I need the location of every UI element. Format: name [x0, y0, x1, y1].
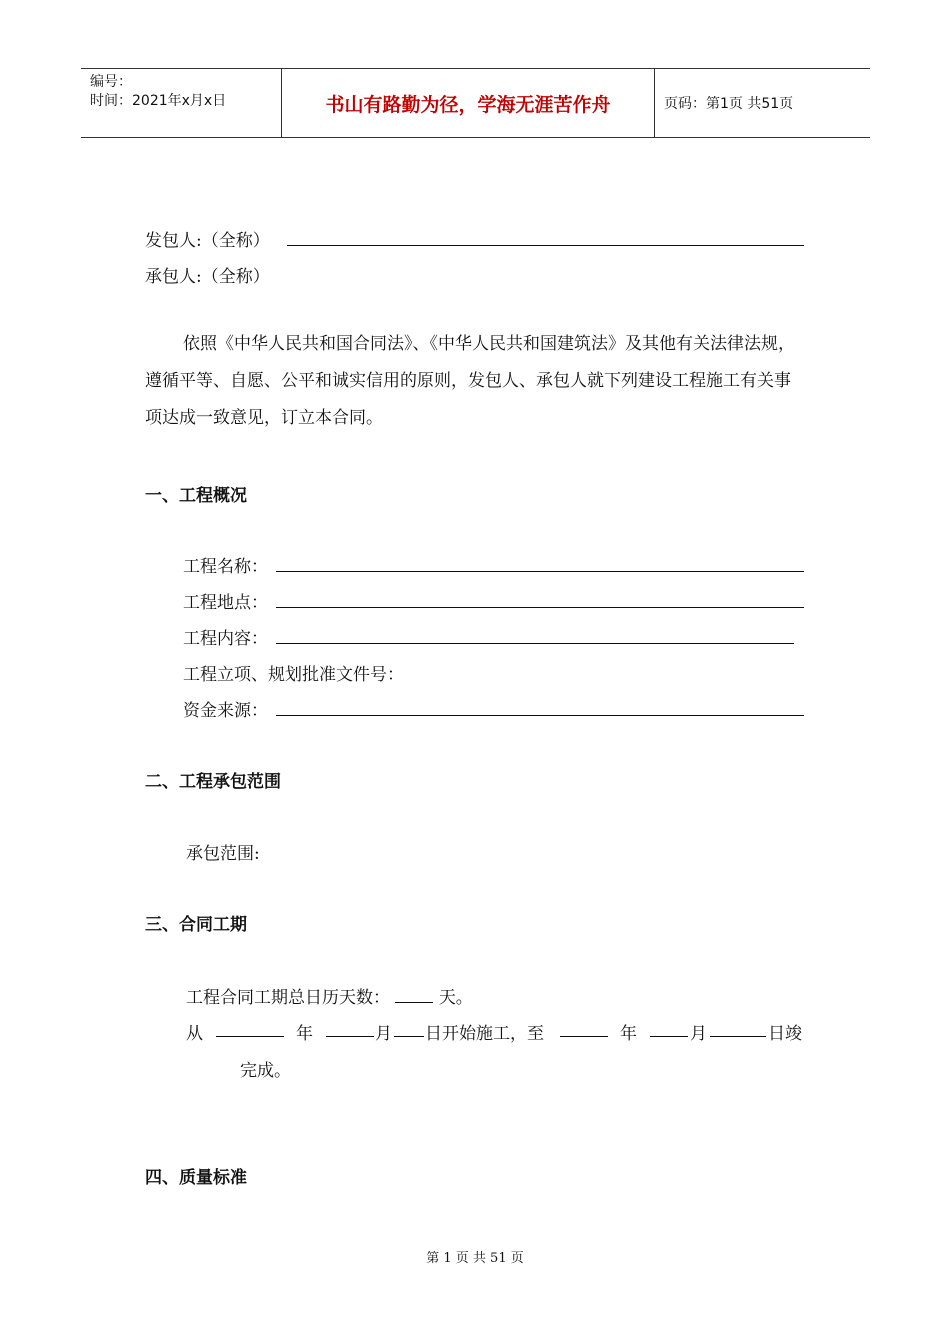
contractor-label: 承包人:（全称） — [145, 267, 270, 287]
header-motto: 书山有路勤为径，学海无涯苦作舟 — [325, 93, 611, 116]
project-location-label: 工程地点： — [183, 593, 268, 613]
schedule-line — [0, 1019, 950, 1043]
intro-paragraph: 依照《中华人民共和国合同法》、《中华人民共和国建筑法》及其他有关法律法规，遵循平等、自愿、公平和诚实信用的原则，发包人、承包人就下列建设工程施工有关事项达成一致意见，订立本合同。 — [145, 334, 795, 428]
start-day-blank[interactable] — [394, 1021, 424, 1037]
end-label: 日竣 — [768, 1024, 802, 1044]
header-divider — [654, 69, 655, 137]
document-date: 时间：2021年x月x日 — [90, 93, 227, 109]
month-label: 月 — [375, 1024, 392, 1044]
fund-source-blank[interactable] — [276, 700, 804, 716]
start-year-blank[interactable] — [216, 1021, 284, 1037]
contractor-line — [145, 262, 270, 287]
total-days-blank[interactable] — [395, 987, 433, 1003]
employer-line — [145, 226, 270, 251]
project-name-blank[interactable] — [276, 556, 804, 572]
year-label: 年 — [620, 1024, 637, 1044]
employer-blank[interactable] — [287, 230, 804, 246]
month-label: 月 — [690, 1024, 707, 1044]
approval-number-label: 工程立项、规划批准文件号： — [183, 665, 404, 685]
page-header — [81, 68, 870, 138]
fund-source-label: 资金来源： — [183, 701, 268, 721]
header-page-info: 页码：第1页 共51页 — [664, 96, 794, 112]
total-days-prefix: 工程合同工期总日历天数： — [186, 988, 390, 1008]
scope-label: 承包范围: — [186, 844, 260, 864]
document-number-label: 编号： — [90, 74, 132, 90]
end-day-blank[interactable] — [710, 1021, 766, 1037]
total-days-suffix: 天。 — [438, 988, 473, 1008]
total-days-line — [186, 983, 473, 1008]
project-location-blank[interactable] — [276, 592, 804, 608]
section-heading: 四、质量标准 — [145, 1168, 247, 1188]
from-label: 从 — [186, 1024, 203, 1044]
page-footer: 第 1 页 共 51 页 — [426, 1251, 524, 1266]
end-month-blank[interactable] — [650, 1021, 688, 1037]
project-name-label: 工程名称： — [183, 557, 268, 577]
year-label: 年 — [296, 1024, 313, 1044]
section-heading: 三、合同工期 — [145, 915, 247, 935]
complete-label: 完成。 — [240, 1061, 291, 1081]
employer-label: 发包人:（全称） — [145, 231, 270, 251]
header-meta — [90, 73, 226, 111]
start-month-blank[interactable] — [326, 1021, 374, 1037]
start-label: 日开始施工，至 — [425, 1024, 544, 1044]
section-heading: 二、工程承包范围 — [145, 772, 281, 792]
section-heading: 一、工程概况 — [145, 486, 247, 506]
end-year-blank[interactable] — [560, 1021, 608, 1037]
project-content-blank[interactable] — [276, 628, 794, 644]
project-content-label: 工程内容： — [183, 629, 268, 649]
